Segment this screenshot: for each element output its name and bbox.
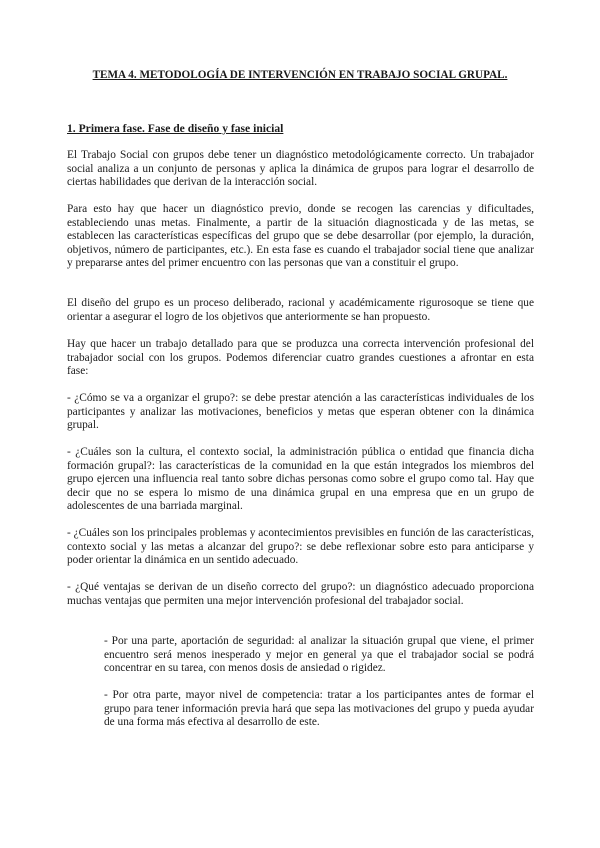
question-problems: - ¿Cuáles son los principales problemas y acontecimientos previsibles en función de las características, contexto social y las metas a alcanzar del grupo?: se debe reflexionar sobre esto para anticiparse y poder orientar la dinámica en un sentido adecuado. (67, 527, 534, 567)
question-organize-group: - ¿Cómo se va a organizar el grupo?: se debe prestar atención a las características individuales de los participantes y analizar las motivaciones, beneficios y metas que esperan obtener con la dinámica grupal. (67, 392, 534, 432)
sub-point-competence: - Por otra parte, mayor nivel de competencia: tratar a los participantes antes de formar el grupo para tener información previa hará que sepa las motivaciones del grupo y pueda ayudar de una forma más efectiva al desarrollo de este. (104, 689, 534, 729)
sub-point-security: - Por una parte, aportación de seguridad: al analizar la situación grupal que viene, el primer encuentro será menos inesperado y mejor en general ya que el trabajador social se podrá concentrar en su tarea, con menos dosis de ansiedad o rigidez. (104, 635, 534, 675)
document-title: TEMA 4. METODOLOGÍA DE INTERVENCIÓN EN TRABAJO SOCIAL GRUPAL. (92, 69, 508, 81)
paragraph-diagnosis: Para esto hay que hacer un diagnóstico previo, donde se recogen las carencias y dificultades, estableciendo unas metas. Finalmente, a partir de la situación diagnosticada y de las metas, se establecen las características específicas del grupo que se debe desarrollar (por ejemplo, la duración, objetivos, número de participantes, etc.). En esta fase es cuando el trabajador social tiene que analizar y prepararse antes del primer encuentro con las personas que van a constituir el grupo. (67, 203, 534, 270)
paragraph-detailed-work: Hay que hacer un trabajo detallado para que se produzca una correcta intervención profesional del trabajador social con los grupos. Podemos diferenciar cuatro grandes cuestiones a afrontar en esta fase: (67, 338, 534, 378)
question-advantages: - ¿Qué ventajas se derivan de un diseño correcto del grupo?: un diagnóstico adecuado proporciona muchas ventajas que permiten una mejor intervención profesional del trabajador social. (67, 581, 534, 607)
paragraph-design: El diseño del grupo es un proceso deliberado, racional y académicamente rigurosoque se tiene que orientar a asegurar el logro de los objetivos que anteriormente se han propuesto. (67, 297, 534, 323)
paragraph-intro: El Trabajo Social con grupos debe tener un diagnóstico metodológicamente correcto. Un trabajador social analiza a un conjunto de personas y aplica la dinámica de grupos para lograr el desarrollo de ciertas habilidades que derivan de la interacción social. (67, 149, 534, 189)
question-culture-context: - ¿Cuáles son la cultura, el contexto social, la administración pública o entidad que financia dicha formación grupal?: las características de la comunidad en la que están integrados los miembros del grupo ejercen una influencia real tanto sobre dichas personas como sobre el grupo como tal. Hay que decir que no se espera lo mismo de una dinámica grupal en una empresa que en un grupo de adolescentes de una barriada marginal. (67, 446, 534, 513)
section-heading: 1. Primera fase. Fase de diseño y fase inicial (67, 122, 284, 135)
